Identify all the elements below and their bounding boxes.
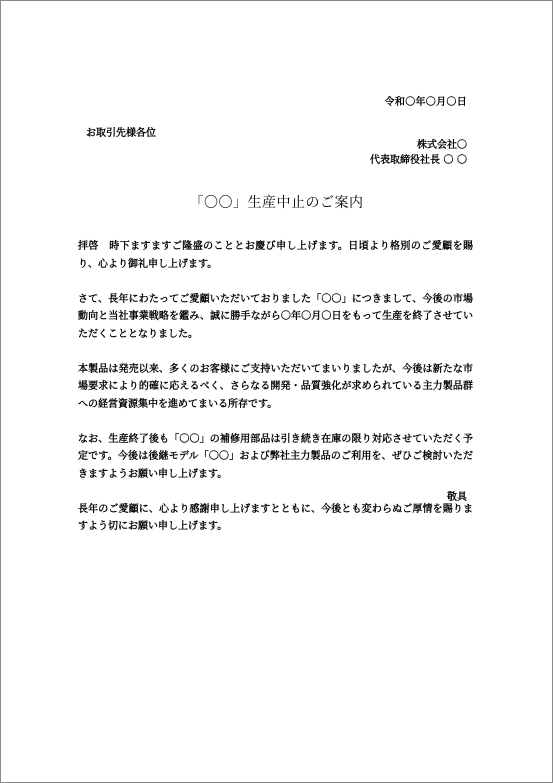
letter-title: 「〇〇」生産中止のご案内 <box>189 195 364 211</box>
sender-name: 代表取締役社長 〇 〇 <box>370 155 467 166</box>
sender-company: 株式会社〇 <box>417 140 467 151</box>
letter-recipient: お取引先様各位 <box>86 128 156 139</box>
letter-date: 令和〇年〇月〇日 <box>384 97 467 108</box>
body-paragraph-reason: 本製品は発売以来、多くのお客様にご支持いただいてまいりましたが、今後は新たな市場要求により的確に応えるべく、さらなる開発・品質強化が求められている主力製品群への経営資源集中を進めてまいる所存です。 <box>78 363 473 410</box>
letter-body <box>78 238 473 536</box>
body-paragraph-support: なお、生産終了後も「〇〇」の補修用部品は引き続き在庫の限り対応させていただく予定です。今後は後継モデル「〇〇」および弊社主力製品のご利用を、ぜひご検討いただきますようお願い申し上げます。 <box>78 433 473 480</box>
body-paragraph-thanks: 長年のご愛顧に、心より感謝申し上げますとともに、今後とも変わらぬご厚情を賜りますよう切にお願い申し上げます。 <box>78 503 473 532</box>
letter-sender <box>370 138 467 168</box>
body-paragraph-greeting: 拝啓 時下ますますご隆盛のこととお慶び申し上げます。日頃より格別のご愛顧を賜り、心より御礼申し上げます。 <box>78 241 473 270</box>
body-paragraph-announcement: さて、長年にわたってご愛顧いただいておりました「〇〇」につきまして、今後の市場動向と当社事業戦略を鑑み、誠に勝手ながら〇年〇月〇日をもって生産を終了させていただくこととなりました。 <box>78 293 473 340</box>
letter-closing: 敬具 <box>447 492 467 503</box>
